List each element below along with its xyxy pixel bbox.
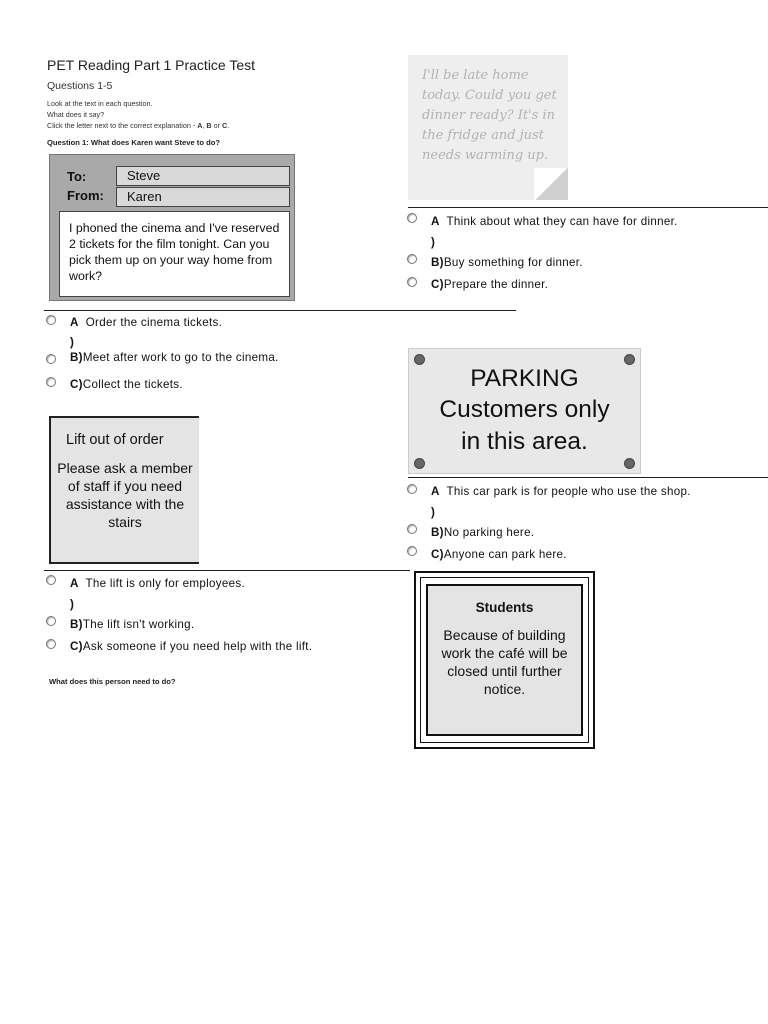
note-text: I'll be late home today. Could you get dinner ready? It's in the fridge and just needs warming up.: [422, 68, 557, 163]
option-text: The lift isn't working.: [82, 618, 195, 631]
to-field: Steve: [116, 166, 290, 186]
q1-radio-a[interactable]: [46, 315, 56, 325]
q1-radio-c[interactable]: [46, 377, 56, 387]
divider: [44, 570, 410, 571]
divider: [408, 207, 768, 208]
option-text: The lift is only for employees.: [85, 577, 245, 590]
instruction-or: or: [211, 121, 223, 130]
q4-option-a-paren: [70, 598, 74, 611]
option-letter: B): [431, 256, 444, 269]
sign-panel: [426, 584, 583, 736]
q2-radio-b[interactable]: [407, 254, 417, 264]
parking-line-1: PARKING: [470, 365, 579, 392]
q1-option-a[interactable]: [70, 316, 222, 329]
q2-option-a-paren: [431, 236, 435, 249]
q3-radio-b[interactable]: [407, 524, 417, 534]
q1-option-b[interactable]: [70, 351, 279, 364]
option-letter: C): [70, 378, 83, 391]
option-letter: A: [431, 215, 440, 228]
option-text: Collect the tickets.: [82, 378, 183, 391]
students-sign: [414, 571, 595, 749]
message-box: [49, 154, 295, 301]
students-heading: Students: [475, 600, 534, 615]
note-curl: [534, 168, 568, 200]
option-paren: ): [431, 506, 436, 519]
q2-radio-a[interactable]: [407, 213, 417, 223]
option-text: Ask someone if you need help with the lift.: [82, 640, 313, 653]
option-letter: C): [70, 640, 83, 653]
divider: [408, 477, 768, 478]
q2-option-a[interactable]: [431, 215, 678, 228]
option-letter: B): [70, 351, 83, 364]
lift-sign-heading: Lift out of order: [66, 432, 164, 448]
bolt-icon: [624, 354, 635, 365]
parking-sign: [408, 348, 641, 474]
option-paren: ): [70, 598, 75, 611]
instruction-line-2: What does it say?: [47, 110, 105, 119]
q3-option-c[interactable]: [431, 548, 567, 561]
instruction-letter-a: A: [197, 121, 203, 130]
parking-line-3: in this area.: [461, 428, 588, 455]
q3-radio-c[interactable]: [407, 546, 417, 556]
instruction-letter-c: C: [222, 121, 228, 130]
option-text: Order the cinema tickets.: [85, 316, 223, 329]
option-letter: C): [431, 278, 444, 291]
lift-sign: [49, 416, 199, 564]
parking-line-2: Customers only: [439, 396, 610, 423]
option-paren: ): [70, 336, 75, 349]
option-text: Think about what they can have for dinner.: [446, 215, 678, 228]
q2-option-b[interactable]: [431, 256, 583, 269]
divider: [44, 310, 516, 311]
question-1-heading: Question 1: What does Karen want Steve to do?: [47, 138, 220, 147]
option-text: This car park is for people who use the shop.: [446, 485, 691, 498]
q3-option-a-paren: [431, 506, 435, 519]
instruction-line-3: [47, 120, 229, 131]
instruction-letter-b: B: [206, 121, 212, 130]
to-label: To:: [67, 169, 87, 184]
instruction-line-1: Look at the text in each question.: [47, 99, 153, 108]
question-6-heading: What does this person need to do?: [49, 677, 176, 686]
q1-option-a-paren: [70, 336, 74, 349]
bolt-icon: [624, 458, 635, 469]
students-body: Because of building work the café will be closed until further notice.: [441, 627, 568, 697]
q3-option-a[interactable]: [431, 485, 691, 498]
option-letter: A: [70, 316, 79, 329]
q2-radio-c[interactable]: [407, 277, 417, 287]
instruction-text: Click the letter next to the correct explanation -: [47, 121, 198, 130]
page-title: PET Reading Part 1 Practice Test: [47, 57, 256, 73]
q4-option-c[interactable]: [70, 640, 312, 653]
option-letter: A: [431, 485, 440, 498]
q4-radio-c[interactable]: [46, 639, 56, 649]
lift-sign-body: Please ask a member of staff if you need assistance with the stairs: [57, 460, 193, 530]
q3-option-b[interactable]: [431, 526, 534, 539]
q4-option-a[interactable]: [70, 577, 245, 590]
sticky-note: [408, 55, 568, 200]
option-text: No parking here.: [443, 526, 535, 539]
from-field: Karen: [116, 187, 290, 207]
q1-option-c[interactable]: [70, 378, 183, 391]
q4-radio-b[interactable]: [46, 616, 56, 626]
q3-radio-a[interactable]: [407, 484, 417, 494]
option-paren: ): [431, 236, 436, 249]
option-letter: B): [431, 526, 444, 539]
instruction-period: .: [227, 121, 230, 130]
instruction-sep: ,: [202, 121, 207, 130]
q4-radio-a[interactable]: [46, 575, 56, 585]
questions-range: Questions 1-5: [47, 80, 113, 92]
bolt-icon: [414, 458, 425, 469]
q1-radio-b[interactable]: [46, 354, 56, 364]
option-letter: A: [70, 577, 79, 590]
option-letter: C): [431, 548, 444, 561]
q2-option-c[interactable]: [431, 278, 548, 291]
option-text: Buy something for dinner.: [443, 256, 583, 269]
q4-option-b[interactable]: [70, 618, 194, 631]
message-body: I phoned the cinema and I've reserved 2 tickets for the film tonight. Can you pick them up on your way home from work?: [59, 211, 290, 297]
option-text: Prepare the dinner.: [443, 278, 549, 291]
option-letter: B): [70, 618, 83, 631]
option-text: Anyone can park here.: [443, 548, 567, 561]
from-label: From:: [67, 188, 104, 203]
option-text: Meet after work to go to the cinema.: [82, 351, 279, 364]
bolt-icon: [414, 354, 425, 365]
